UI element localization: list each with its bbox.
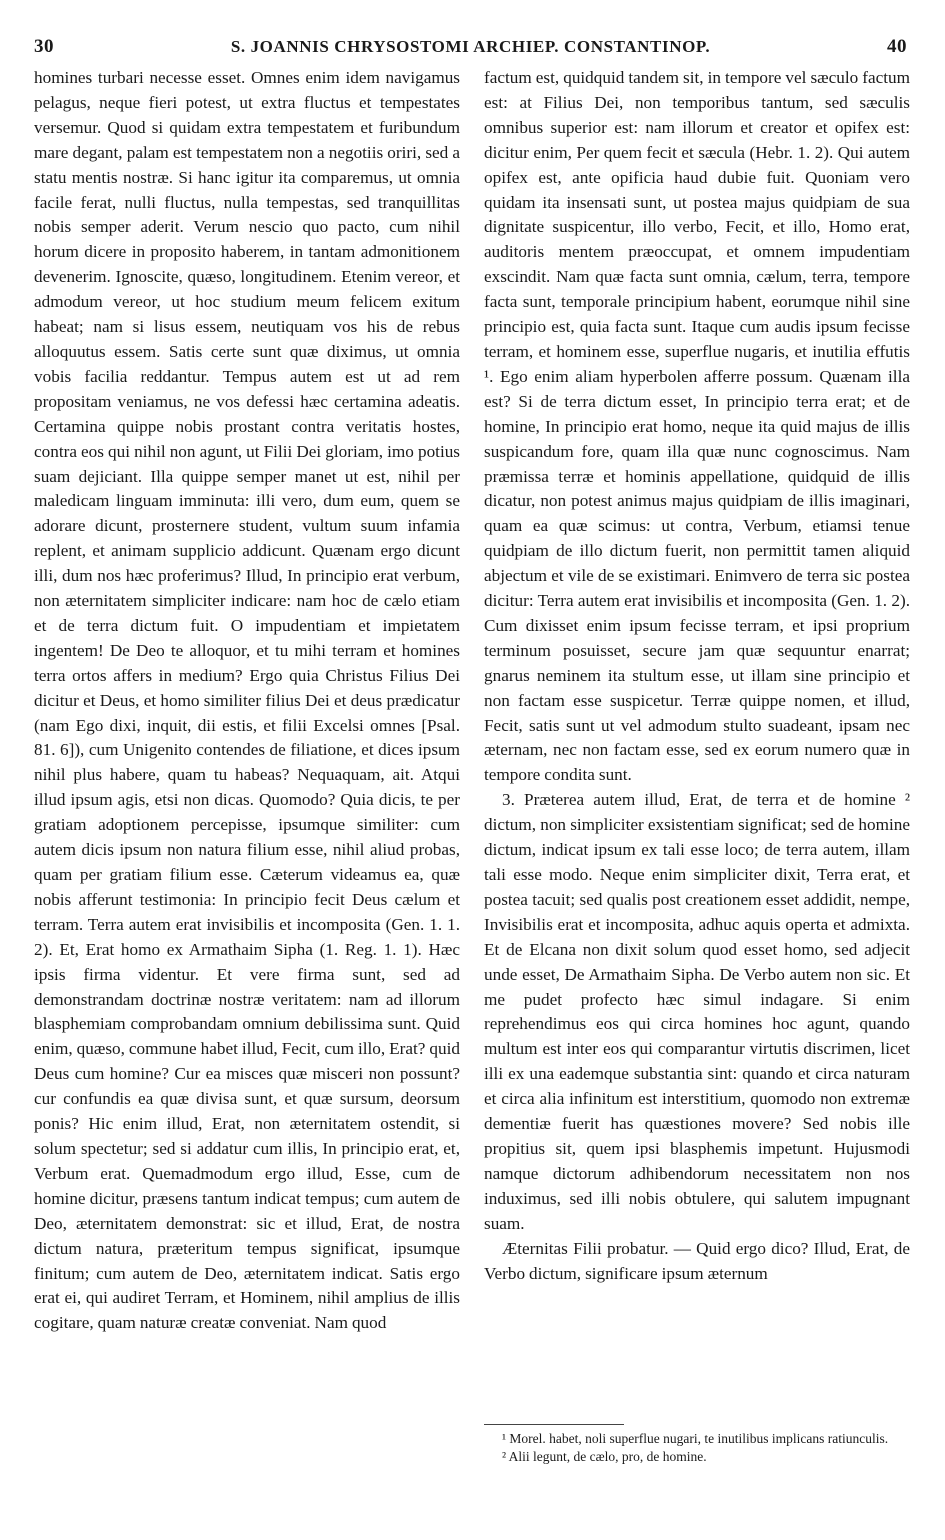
page-header (34, 36, 907, 64)
footnotes (484, 1430, 910, 1465)
left-column (34, 66, 460, 1336)
right-paragraph-1: factum est, quidquid tandem sit, in tempore vel sæculo factum est: at Filius Dei, non temporibus tantum, sed sæculis omnibus superior est: nam illorum et creator et opifex est: dicitur enim, Per quem fecit et sæcula (Hebr. 1. 2). Qui autem opifex est, ante opificia haud dubie fuit. Quoniam vero quidam ita insensati sunt, ut postea majus quidpiam de sua dignitate suspicentur, illo verbo, Fecit, et illo, Homo erat, auditoris mentem præoccupat, et omnem impudentiam exscindit. Nam quæ facta sunt omnia, cælum, terra, tempore facta sunt, temporale principium habent, eorumque nihil sine principio est, quia facta sunt. Itaque cum audis ipsum fecisse terram, et hominem esse, superflue nugaris, et inutilia effutis ¹. Ego enim aliam hyperbolen afferre possum. Quænam illa est? Si de terra dictum esset, In principio terra erat; et de homine, In principio erat homo, neque ita quid majus de illis suspicandum fore, quam illa quæ nunc cognoscimus. Nam præmissa terræ et hominis appellatione, quidquid de illis dicatur, non potest animus majus quidpiam de illis imaginari, quam ea quæ scimus: ut contra, Verbum, etiamsi tenue quidpiam de illo dictum fuerit, non permittit tamen aliquid abjectum et vile de se existimari. Enimvero de terra sic postea dicitur: Terra autem erat invisibilis et incomposita (Gen. 1. 2). Cum dixisset enim ipsum fecisse terram, et ipsi proprium terminum posuisset, secure jam quæ sequuntur enarrat; gnarus neminem ita stultum esse, ut illam sine principio et non factam esse suspicetur. Terræ quippe nomen, et illud, Fecit, satis sunt ut vel admodum stulto suadeant, ipsam nec æternam, nec non factam esse, sed ex eorum numero quæ in tempore condita sunt. (484, 68, 910, 785)
right-paragraph-2: 3. Præterea autem illud, Erat, de terra et de homine ² dictum, non simpliciter exsistentiam significat; sed de homine dictum, indicat ipsum ex tali esse loco; de terra autem, illam tali esse modo. Neque enim simpliciter dixit, Terra erat, et postea tacuit; sed qualis post creationem esset addidit, nempe, Invisibilis erat et incomposita, adhuc aquis operta et admixta. Et de Elcana non dixit solum quod esset homo, sed adjecit unde esset, De Armathaim Sipha. De Verbo autem non sic. Et me pudet profecto hæc simul indagare. Si enim reprehendimus eos qui circa homines hoc agunt, quando multum est inter eos qui comparantur virtutis discrimen, licet illi ex una eademque substantia sint: quando et circa naturam et circa alia infinitum est interstitium, quomodo non extremæ dementiæ fuerit has quæstiones movere? Sed nobis ille propitius sit, quem ipsi blasphemis impetunt. Hujusmodi namque dictorum adhibendorum necessitatem non nos induximus, sed illi nobis obtulere, qui salutem impugnant suam. (484, 790, 910, 1233)
footnote-divider (484, 1424, 624, 1425)
page-number-right: 40 (887, 36, 907, 57)
page-number-left: 30 (34, 36, 54, 57)
footnote-2: ² Alii legunt, de cælo, pro, de homine. (502, 1448, 707, 1464)
right-column (484, 66, 910, 1286)
running-title: S. JOANNIS CHRYSOSTOMI ARCHIEP. CONSTANTINOP. (230, 37, 711, 56)
footnote-1: ¹ Morel. habet, noli superflue nugari, te inutilibus implicans ratiunculis. (502, 1431, 889, 1446)
right-paragraph-3: Æternitas Filii probatur. — Quid ergo dico? Illud, Erat, de Verbo dictum, significare ipsum æternum (484, 1238, 910, 1283)
left-paragraph: homines turbari necesse esset. Omnes enim idem navigamus pelagus, neque fieri potest, ut extra fluctus et tempestates versemur. Quod si quidam extra tempestatem et furibundum mare degant, palam est tempestatem non a negotiis oriri, sed a statu mentis nostræ. Si hanc igitur ita comparemus, ut omnia facile ferat, nulli fluctus, nulla tempestas, sed tranquillitas nobis semper aderit. Verum nescio quo pacto, cum nihil horum dicere in proposito haberem, in tantam admonitionem devenerim. Ignoscite, quæso, longitudinem. Etenim vereor, et admodum vereor, ut hoc studium meum felicem exitum habeat; nam si lisus essem, neutiquam vos his de rebus alloquutus essem. Satis certe sunt quæ diximus, ut omnia vobis facilia reddantur. Tempus autem est ut ad rem propositam veniamus, ne vos defessi hæc certamina adeatis. Certamina quippe nobis prostant contra veritatis hostes, contra eos qui nihil non agunt, ut Filii Dei gloriam, imo potius suam dejiciant. Illa quippe semper manet ut est, nihil per maledicam linguam imminuta: illi vero, dum eum, quem se adorare dicunt, prosternere student, vultum suum infamia replent, et animam supplicio addicunt. Quænam ergo dicunt illi, dum nos hæc proferimus? Illud, In principio erat verbum, non æternitatem simpliciter indicare: nam hoc de cælo etiam et de terra dictum fuit. O impudentiam et impietatem ingentem! De Deo te alloquor, et tu mihi terram et homines terra ortos affers in medium? Ergo quia Christus Filius Dei dicitur et Deus, et homo similiter filius Dei et deus prædicatur (nam Ego dixi, inquit, dii estis, et filii Excelsi omnes [Psal. 81. 6]), cum Unigenito contendes de filiatione, et dices ipsum nihil plus habere, quam tu habeas? Nequaquam, ait. Atqui illud ipsum agis, etsi non dicas. Quomodo? Quia dicis, te per gratiam adoptionem percepisse, ipsumque similiter: cum autem dicis ipsum non natura filium esse, nihil aliud probas, quam per gratiam filium esse. Cæterum videamus ea, quæ nobis afferunt testimonia: In principio fecit Deus cælum et terram. Terra autem erat invisibilis et incomposita (Gen. 1. 1. 2). Et, Erat homo ex Armathaim Sipha (1. Reg. 1. 1). Hæc ipsis firma videntur. Et vere firma sunt, sed ad demonstrandam doctrinæ nostræ veritatem: nam ad illorum blasphemiam comprobandam omnium debilissima sunt. Quid enim, quæso, commune habet illud, Fecit, cum illo, Erat? quid Deus cum homine? Cur ea misces quæ misceri non possunt? cur confundis ea quæ divisa sunt, et quæ sursum, deorsum ponis? Hic enim illud, Erat, non æternitatem ostendit, si solum spectetur; sed si addatur cum illis, In principio erat, et, Verbum erat. Quemadmodum ergo illud, Esse, cum de homine dicitur, præsens tantum indicat tempus; cum autem de Deo, æternitatem demonstrat: sic et illud, Erat, de nostra dictum natura, præteritum tempus significat, ipsumque finitum; cum autem de Deo, æternitatem indicat. Satis ergo erat ei, qui audiret Terram, et Hominem, nihil amplius de illis cogitare, quam naturæ creatæ conveniat. Nam quod (34, 68, 460, 1333)
